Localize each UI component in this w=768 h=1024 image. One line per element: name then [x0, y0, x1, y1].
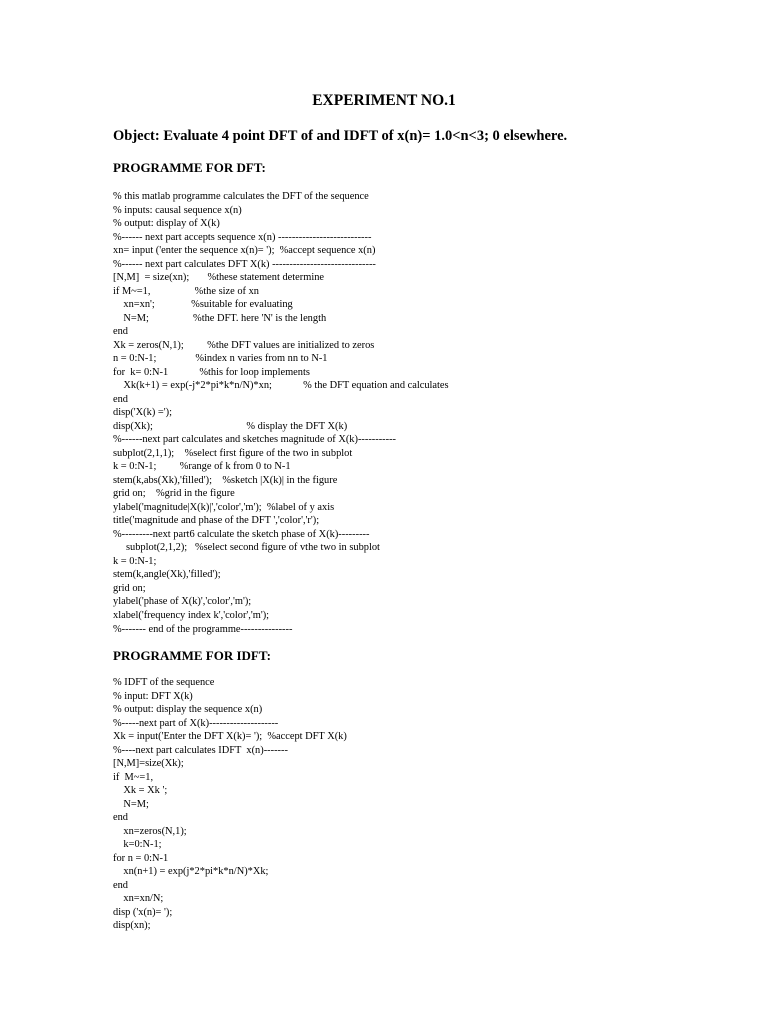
code-line: % output: display the sequence x(n) [113, 704, 263, 716]
code-line: disp ('x(n)= '); [113, 906, 173, 918]
code-line: for n = 0:N-1 [113, 852, 169, 864]
code-line: end [113, 326, 129, 338]
code-line: n = 0:N-1; %index n varies from nn to N-1 [113, 353, 328, 365]
code-line: if M~=1, [113, 771, 154, 783]
code-line: grid on; [113, 582, 146, 594]
code-line: %-----next part of X(k)-------------------- [113, 717, 279, 729]
code-line: xn= input ('enter the sequence x(n)= '); %accept sequence x(n) [113, 245, 376, 257]
code-line: Xk(k+1) = exp(-j*2*pi*k*n/N)*xn; % the DFT equation and calculates [113, 380, 449, 392]
code-line: [N,M] = size(xn); %these statement determine [113, 272, 325, 284]
code-line: xn(n+1) = exp(j*2*pi*k*n/N)*Xk; [113, 866, 269, 878]
code-line: end [113, 879, 129, 891]
code-line: %---------next part6 calculate the sketch phase of X(k)--------- [113, 528, 370, 540]
code-line: end [113, 393, 129, 405]
code-line: N=M; %the DFT. here 'N' is the length [113, 312, 327, 324]
code-line: % IDFT of the sequence [113, 677, 215, 688]
code-line: k = 0:N-1; [113, 555, 157, 567]
code-line: % inputs: causal sequence x(n) [113, 204, 242, 216]
code-line: title('magnitude and phase of the DFT ','color','r'); [113, 515, 320, 527]
code-line: [N,M]=size(Xk); [113, 758, 184, 770]
code-line: end [113, 812, 129, 824]
object-statement: Object: Evaluate 4 point DFT of and IDFT of x(n)= 1.0<n<3; 0 elsewhere. [113, 128, 568, 144]
dft-code-block [113, 190, 449, 636]
code-line: stem(k,angle(Xk),'filled'); [113, 569, 221, 581]
code-line: if M~=1, %the size of xn [113, 285, 259, 297]
experiment-title: EXPERIMENT NO.1 [312, 92, 456, 109]
code-line: grid on; %grid in the figure [113, 488, 235, 500]
code-line: %----next part calculates IDFT x(n)------- [113, 744, 288, 756]
code-line: disp(xn); [113, 920, 151, 932]
code-line: Xk = input('Enter the DFT X(k)= '); %accept DFT X(k) [113, 731, 347, 743]
code-line: xn=zeros(N,1); [113, 825, 187, 837]
idft-code-block [113, 676, 347, 933]
code-line: xn=xn/N; [113, 893, 164, 905]
code-line: for k= 0:N-1 %this for loop implements [113, 366, 310, 378]
code-line: disp('X(k) ='); [113, 407, 172, 419]
code-line: ylabel('phase of X(k)','color','m'); [113, 596, 252, 608]
code-line: % output: display of X(k) [113, 218, 220, 230]
code-line: Xk = Xk '; [113, 785, 168, 797]
code-line: xn=xn'; %suitable for evaluating [113, 299, 293, 311]
code-line: %------next part calculates and sketches magnitude of X(k)----------- [113, 434, 397, 446]
code-line: % input: DFT X(k) [113, 690, 193, 702]
code-line: ylabel('magnitude|X(k)|','color','m'); %label of y axis [113, 501, 335, 513]
code-line: %------ next part calculates DFT X(k) ------------------------------ [113, 258, 376, 270]
code-line: Xk = zeros(N,1); %the DFT values are initialized to zeros [113, 339, 375, 351]
code-line: stem(k,abs(Xk),'filled'); %sketch |X(k)| in the figure [113, 474, 338, 486]
code-line: subplot(2,1,1); %select first figure of the two in subplot [113, 447, 353, 459]
code-line: N=M; [113, 798, 149, 810]
idft-programme-heading: PROGRAMME FOR IDFT: [113, 648, 271, 663]
dft-programme-heading: PROGRAMME FOR DFT: [113, 160, 266, 175]
code-line: k = 0:N-1; %range of k from 0 to N-1 [113, 461, 291, 473]
code-line: subplot(2,1,2); %select second figure of vthe two in subplot [113, 542, 380, 554]
code-line: % this matlab programme calculates the DFT of the sequence [113, 191, 369, 202]
code-line: xlabel('frequency index k','color','m'); [113, 609, 270, 621]
code-line: %------- end of the programme--------------- [113, 623, 293, 635]
code-line: disp(Xk); % display the DFT X(k) [113, 420, 348, 432]
code-line: k=0:N-1; [113, 839, 162, 851]
code-line: %------ next part accepts sequence x(n) --------------------------- [113, 231, 372, 243]
